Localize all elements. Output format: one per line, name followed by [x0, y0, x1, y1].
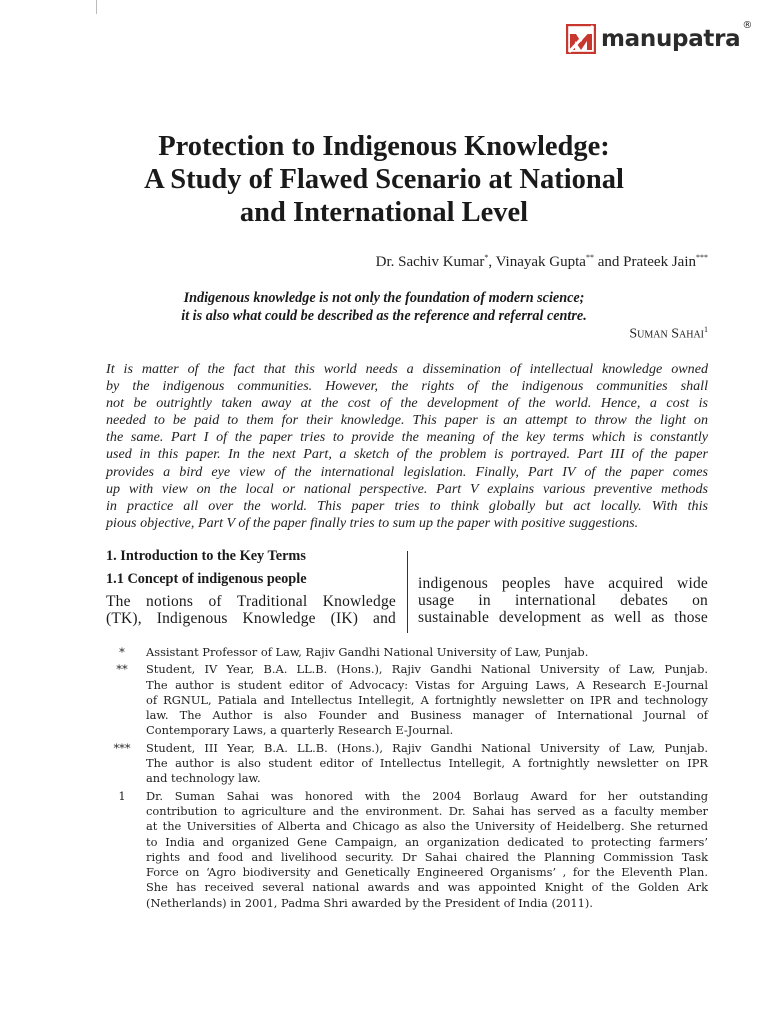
abstract-line: in practice all over the world. This paper tries to think globally but act locally. With this	[106, 497, 708, 514]
footnote-line: rights and food and livelihood security. Dr Sahai chaired the Planning Commission Task	[146, 849, 708, 864]
abstract-line: It is matter of the fact that this world needs a dissemination of intellectual knowledge owned	[106, 361, 708, 377]
body-line: sustainable development as well as those	[418, 609, 708, 627]
epigraph-quote	[60, 289, 708, 325]
abstract-line: up with view on the local or national perspective. Part V explains various preventive methods	[106, 480, 708, 497]
body-text	[418, 575, 708, 627]
footnote-line: Student, III Year, B.A. LL.B. (Hons.), Rajiv Gandhi National University of Law, Punjab.	[146, 740, 708, 755]
abstract-line: by the indigenous communities. However, the rights of the indigenous communities shall	[106, 378, 708, 395]
footnote-marker: *	[484, 253, 489, 262]
abstract-line: the same. Part I of the paper tries to provide the meaning of the key terms which is constantly	[106, 429, 708, 446]
footnote-line: Contemporary Laws, a quarterly Research E-Journal.	[146, 723, 454, 738]
author-name: Prateek Jain	[623, 254, 696, 270]
footnote-mark: **	[116, 662, 128, 677]
footnote-line: Student, IV Year, B.A. LL.B. (Hons.), Rajiv Gandhi National University of Law, Punjab.	[146, 662, 708, 677]
author-separator: and	[593, 254, 624, 270]
section-heading: 1. Introduction to the Key Terms	[106, 548, 306, 564]
epigraph-line: it is also what could be described as the reference and referral centre.	[181, 308, 587, 324]
footnote-line: She has received several national awards and was appointed Knight of the Golden Ark	[146, 880, 708, 895]
abstract-line: provides a bird eye view of the international legislation. Finally, Part IV of the paper comes	[106, 463, 708, 480]
abstract-line: needed to be paid to them for their knowledge. This paper is an attempt to throw the light on	[106, 412, 708, 429]
footnote-line: law. The Author is also Founder and Business manager of International Journal of	[146, 708, 708, 723]
body-line: indigenous peoples have acquired wide	[418, 575, 708, 592]
left-column	[106, 547, 396, 627]
column-divider	[407, 551, 408, 633]
footnote-line: and technology law.	[146, 771, 261, 786]
logo-wordmark: manupatra	[601, 26, 741, 52]
footnote-line: at the Universities of Alberta and Chicago as also the University of Heidelberg. She returned	[146, 819, 708, 834]
manupatra-logo	[566, 20, 753, 56]
registered-mark: ®	[742, 20, 753, 31]
title-line: Protection to Indigenous Knowledge:	[158, 131, 610, 162]
footnote-line: to India and organized Gene Campaign, an organization dedicated to protecting farmers’	[146, 834, 708, 849]
author-line	[376, 253, 708, 271]
body-line: (TK), Indigenous Knowledge (IK) and	[106, 610, 396, 628]
crop-mark	[96, 0, 97, 14]
footnote	[106, 645, 708, 660]
author-separator: ,	[488, 254, 496, 270]
footnote-marker: 1	[704, 325, 708, 334]
footnote-marker: ***	[696, 253, 708, 262]
manupatra-logo-icon	[566, 24, 596, 54]
epigraph-attribution	[629, 325, 708, 343]
footnote-line: Dr. Suman Sahai was honored with the 2004 Borlaug Award for her outstanding	[146, 788, 708, 803]
abstract-line: not be outrightly taken away at the cost of the development of the world. Hence, a cost is	[106, 395, 708, 412]
right-column	[418, 573, 708, 627]
epigraph-line: Indigenous knowledge is not only the foundation of modern science;	[183, 290, 585, 306]
paper-title	[60, 130, 708, 229]
footnote	[106, 741, 708, 787]
abstract-line: used in this paper. In the next Part, a sketch of the problem is portrayed. Part III of the paper	[106, 446, 708, 463]
footnote-line: of RGNUL, Patiala and Intellectus Intellegit, A fortnightly newsletter on IPR and technology	[146, 692, 708, 707]
footnote-line: The author is also student editor of Intellectus Intellegit, A fortnightly newsletter on IPR	[146, 756, 708, 771]
footnote-line: contribution to agriculture and the environment. Dr. Sahai has served as a faculty member	[146, 803, 708, 818]
title-line: A Study of Flawed Scenario at National	[144, 164, 624, 195]
footnote	[106, 662, 708, 738]
subsection-heading: 1.1 Concept of indigenous people	[106, 571, 307, 587]
footnote	[106, 789, 708, 911]
body-text	[106, 593, 396, 627]
title-line: and International Level	[239, 197, 529, 228]
body-line: The notions of Traditional Knowledge	[106, 593, 396, 610]
author-name: Vinayak Gupta	[495, 254, 586, 270]
epigraph-author: Suman Sahai	[629, 326, 704, 342]
footnote-marker: **	[585, 253, 594, 262]
author-name: Dr. Sachiv Kumar	[375, 254, 485, 270]
footnote-line: Assistant Professor of Law, Rajiv Gandhi National University of Law, Punjab.	[146, 645, 589, 659]
footnote-line: Force on ‘Agro biodiversity and Genetically Engineered Organisms’ , for the Eleventh Plan.	[146, 865, 708, 880]
footnote-mark: *	[119, 645, 125, 659]
footnote-line: (Netherlands) in 2001, Padma Shri awarded by the President of India (2011).	[146, 895, 593, 910]
abstract-line: pious objective, Part V of the paper finally tries to sum up the paper with positive suggestions.	[106, 514, 639, 531]
footnotes	[106, 645, 708, 913]
abstract	[106, 361, 708, 532]
body-line: usage in international debates on	[418, 592, 708, 610]
footnote-mark: ***	[113, 740, 131, 755]
footnote-mark: 1	[118, 788, 126, 803]
footnote-line: The author is student editor of Advocacy: Vistas for Arguing Laws, A Research E-Journal	[146, 677, 708, 692]
